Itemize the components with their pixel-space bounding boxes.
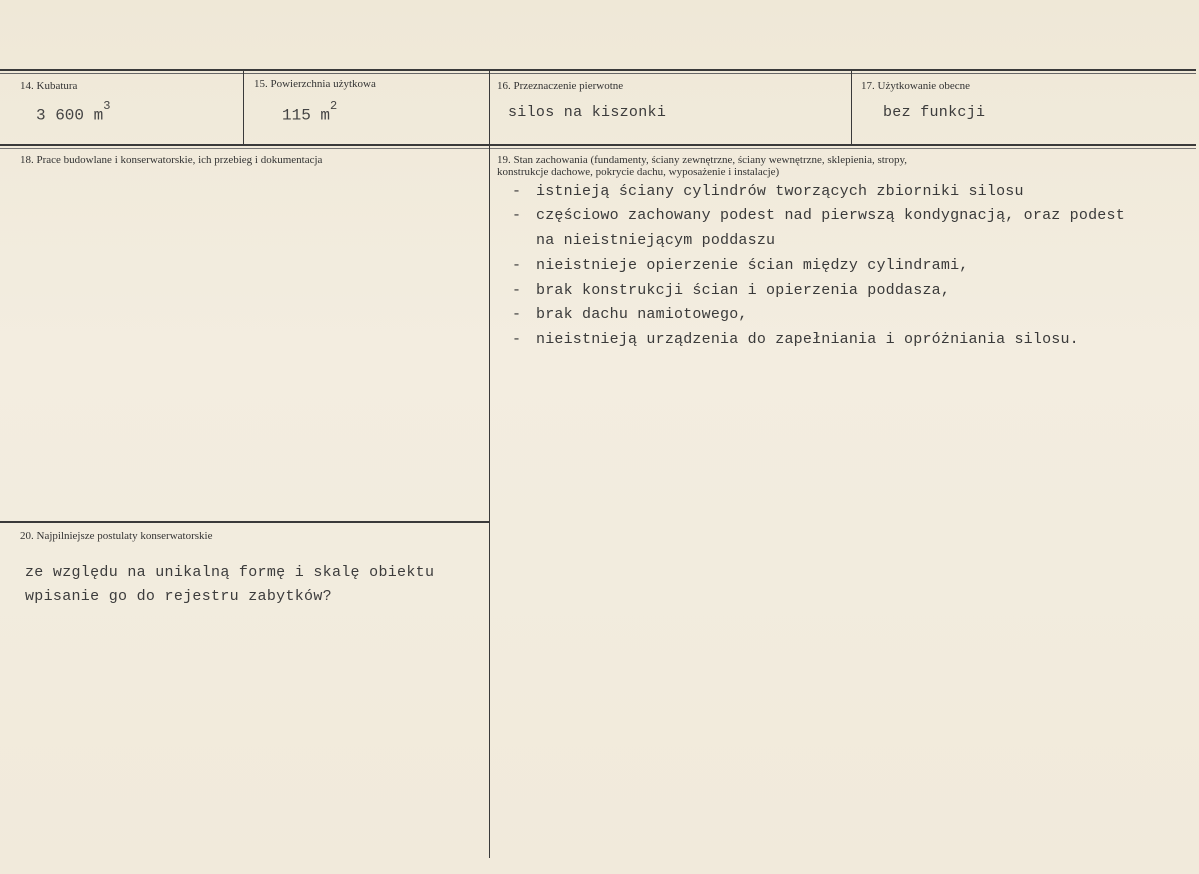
item-text: na nieistniejącym poddaszu bbox=[536, 232, 776, 249]
field-20-line2: wpisanie go do rejestru zabytków? bbox=[25, 588, 332, 605]
field-16-value: silos na kiszonki bbox=[508, 104, 667, 121]
item-text: brak konstrukcji ścian i opierzenia poddasza, bbox=[536, 282, 951, 299]
field-16-label: 16. Przeznaczenie pierwotne bbox=[497, 80, 624, 92]
field-15-unit-exponent: 2 bbox=[330, 99, 338, 113]
main-divider bbox=[489, 146, 490, 858]
field-15-number: 115 m bbox=[282, 106, 331, 125]
condition-item bbox=[512, 232, 775, 249]
item-dash: - bbox=[512, 331, 522, 348]
top-rule-thin bbox=[0, 73, 1196, 74]
item-dash: - bbox=[512, 306, 522, 323]
divider-16-17 bbox=[851, 71, 852, 144]
item-dash: - bbox=[512, 207, 522, 224]
field-15-label: 15. Powierzchnia użytkowa bbox=[254, 78, 376, 90]
field-17-value: bez funkcji bbox=[883, 104, 986, 121]
row-separator-thin bbox=[0, 148, 1196, 149]
field-14-label: 14. Kubatura bbox=[20, 80, 78, 92]
item-text: brak dachu namiotowego, bbox=[536, 306, 748, 323]
condition-item bbox=[512, 257, 968, 274]
field-14-value bbox=[36, 99, 111, 125]
item-dash: - bbox=[512, 183, 522, 200]
field-19-label-line2: konstrukcje dachowe, pokrycie dachu, wyposażenie i instalacje) bbox=[497, 166, 780, 178]
field-19-label-line1: 19. Stan zachowania (fundamenty, ściany zewnętrzne, ściany wewnętrzne, sklepienia, stropy, bbox=[497, 154, 908, 166]
item-dash: - bbox=[512, 257, 522, 274]
condition-item bbox=[512, 183, 1024, 200]
row-separator bbox=[0, 144, 1196, 146]
field-18-label: 18. Prace budowlane i konserwatorskie, ich przebieg i dokumentacja bbox=[20, 154, 323, 166]
field-14-number: 3 600 m bbox=[36, 106, 104, 125]
item-text: nieistnieje opierzenie ścian między cylindrami, bbox=[536, 257, 969, 274]
condition-item bbox=[512, 306, 748, 323]
condition-item bbox=[512, 282, 950, 299]
divider-14-15 bbox=[243, 71, 244, 144]
field-20-label: 20. Najpilniejsze postulaty konserwatorskie bbox=[20, 530, 213, 542]
item-dash: - bbox=[512, 282, 522, 299]
divider-15-16 bbox=[489, 71, 490, 144]
condition-item bbox=[512, 331, 1079, 348]
condition-item bbox=[512, 207, 1125, 224]
item-text: nieistnieją urządzenia do zapełniania i opróżniania silosu. bbox=[536, 331, 1079, 348]
field-20-line1: ze względu na unikalną formę i skalę obiektu bbox=[25, 564, 435, 581]
field-14-unit-exponent: 3 bbox=[103, 99, 111, 113]
field-17-label: 17. Użytkowanie obecne bbox=[861, 80, 971, 92]
top-rule bbox=[0, 69, 1196, 71]
section-18-20-separator bbox=[0, 521, 490, 523]
item-text: częściowo zachowany podest nad pierwszą kondygnacją, oraz podest bbox=[536, 207, 1125, 224]
item-text: istnieją ściany cylindrów tworzących zbiorniki silosu bbox=[536, 183, 1024, 200]
field-15-value bbox=[282, 99, 338, 125]
